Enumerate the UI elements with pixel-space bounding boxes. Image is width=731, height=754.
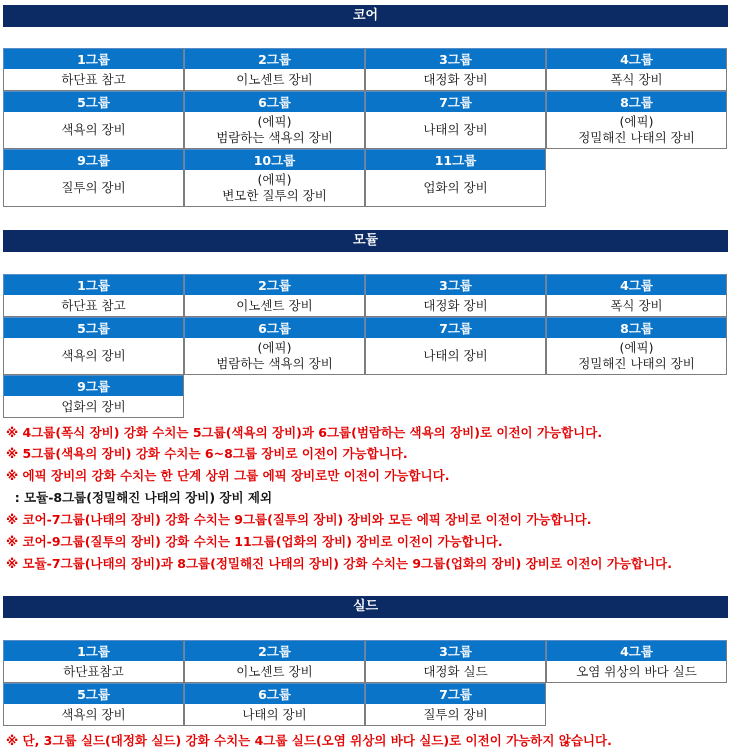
transfer-note: ※ 모듈-7그룹(나태의 장비)과 8그룹(정밀해진 나태의 장비) 강화 수치는 9그룹(업화의 장비) 장비로 이전이 가능합니다. [6,556,672,571]
shield-group-6 [184,683,365,726]
group-item: 업화의 장비 [61,398,126,414]
group-item: 이노센트 장비 [236,663,313,679]
group-item: 질투의 장비 [423,706,488,722]
shield-group-5 [3,683,184,726]
group-header: 5그룹 [3,683,183,704]
group-header: 7그룹 [365,91,545,112]
group-item: 정밀해진 나태의 장비 [578,356,695,371]
group-item: 하단표참고 [63,663,124,679]
module-group-table [3,274,728,418]
transfer-note: ※ 5그룹(색욕의 장비) 강화 수치는 6~8그룹 장비로 이전이 가능합니다. [6,446,408,461]
group-item: 색욕의 장비 [61,706,126,722]
group-header: 3그룹 [365,274,545,295]
transfer-note: ※ 코어-7그룹(나태의 장비) 강화 수치는 9그룹(질투의 장비) 장비와 모든 에픽 장비로 이전이 가능합니다. [6,512,592,527]
group-header: 9그룹 [3,375,183,396]
module-group-3 [365,274,546,317]
group-item: 폭식 장비 [610,71,663,87]
shield-group-1 [3,640,184,683]
module-group-8 [546,317,727,375]
group-header: 5그룹 [3,91,183,112]
shield-group-table [3,640,728,726]
core-group-1 [3,48,184,91]
transfer-note: ※ 에픽 장비의 강화 수치는 한 단계 상위 그룹 에픽 장비로만 이전이 가능합니다. [6,468,450,483]
group-item: 색욕의 장비 [61,348,126,363]
group-header: 2그룹 [184,640,364,661]
module-group-1 [3,274,184,317]
module-group-7 [365,317,546,375]
group-header: 6그룹 [184,683,364,704]
shield-group-4 [546,640,727,683]
group-header: 11그룹 [365,149,545,170]
module-group-6 [184,317,365,375]
group-header: 3그룹 [365,640,545,661]
section-title-core: 코어 [3,5,728,27]
transfer-note: ※ 4그룹(폭식 장비) 강화 수치는 5그룹(색욕의 장비)과 6그룹(범람하는 색욕의 장비)로 이전이 가능합니다. [6,425,603,440]
group-item: 대정화 장비 [423,297,488,313]
group-header: 5그룹 [3,317,183,338]
shield-group-2 [184,640,365,683]
module-group-4 [546,274,727,317]
group-item: 범람하는 색욕의 장비 [216,356,333,371]
shield-note: ※ 단, 3그룹 실드(대정화 실드) 강화 수치는 4그룹 실드(오염 위상의 바다 실드)로 이전이 가능하지 않습니다. [6,733,612,748]
group-item: 나태의 장비 [423,122,488,137]
group-item: 변모한 질투의 장비 [222,188,327,203]
group-header: 3그룹 [365,48,545,69]
group-header: 2그룹 [184,48,364,69]
shield-group-3 [365,640,546,683]
group-header: 9그룹 [3,149,183,170]
group-header: 1그룹 [3,640,183,661]
core-group-8 [546,91,727,149]
section-title-module: 모듈 [3,230,728,252]
group-item: 질투의 장비 [61,180,126,195]
group-item: 범람하는 색욕의 장비 [216,130,333,145]
core-group-10 [184,149,365,207]
group-header: 6그룹 [184,317,364,338]
group-item-tag: (에픽) [619,114,654,129]
shield-group-7 [365,683,546,726]
group-header: 4그룹 [546,640,726,661]
group-item: 색욕의 장비 [61,122,126,137]
group-item: 대정화 장비 [423,71,488,87]
group-item: 정밀해진 나태의 장비 [578,130,695,145]
group-item-tag: (에픽) [257,340,292,355]
group-item: 나태의 장비 [423,348,488,363]
core-group-6 [184,91,365,149]
group-item: 업화의 장비 [423,180,488,195]
group-header: 8그룹 [546,317,726,338]
core-group-5 [3,91,184,149]
group-header: 8그룹 [546,91,726,112]
group-header: 6그룹 [184,91,364,112]
group-header: 10그룹 [184,149,364,170]
group-header: 1그룹 [3,48,183,69]
transfer-note: ※ 코어-9그룹(질투의 장비) 강화 수치는 11그룹(업화의 장비) 장비로 이전이 가능합니다. [6,534,503,549]
core-group-9 [3,149,184,207]
core-group-2 [184,48,365,91]
module-group-2 [184,274,365,317]
group-item: 오염 위상의 바다 실드 [576,663,697,679]
section-title-shield: 실드 [3,596,728,618]
group-item: 이노센트 장비 [236,297,313,313]
group-item: 하단표 참고 [61,297,126,313]
module-group-9 [3,375,184,418]
group-header: 7그룹 [365,683,545,704]
group-item-tag: (에픽) [257,114,292,129]
group-header: 2그룹 [184,274,364,295]
group-item: 대정화 실드 [423,663,488,679]
group-item: 이노센트 장비 [236,71,313,87]
group-item: 나태의 장비 [242,706,307,722]
core-group-4 [546,48,727,91]
module-group-5 [3,317,184,375]
group-header: 7그룹 [365,317,545,338]
core-group-3 [365,48,546,91]
group-header: 4그룹 [546,48,726,69]
core-group-table [3,48,728,207]
group-item-tag: (에픽) [619,340,654,355]
group-header: 4그룹 [546,274,726,295]
group-item: 하단표 참고 [61,71,126,87]
group-header: 1그룹 [3,274,183,295]
core-group-11 [365,149,546,207]
group-item: 폭식 장비 [610,297,663,313]
transfer-note-exception: : 모듈-8그룹(정밀해진 나태의 장비) 장비 제외 [6,490,273,505]
group-item-tag: (에픽) [257,172,292,187]
core-group-7 [365,91,546,149]
